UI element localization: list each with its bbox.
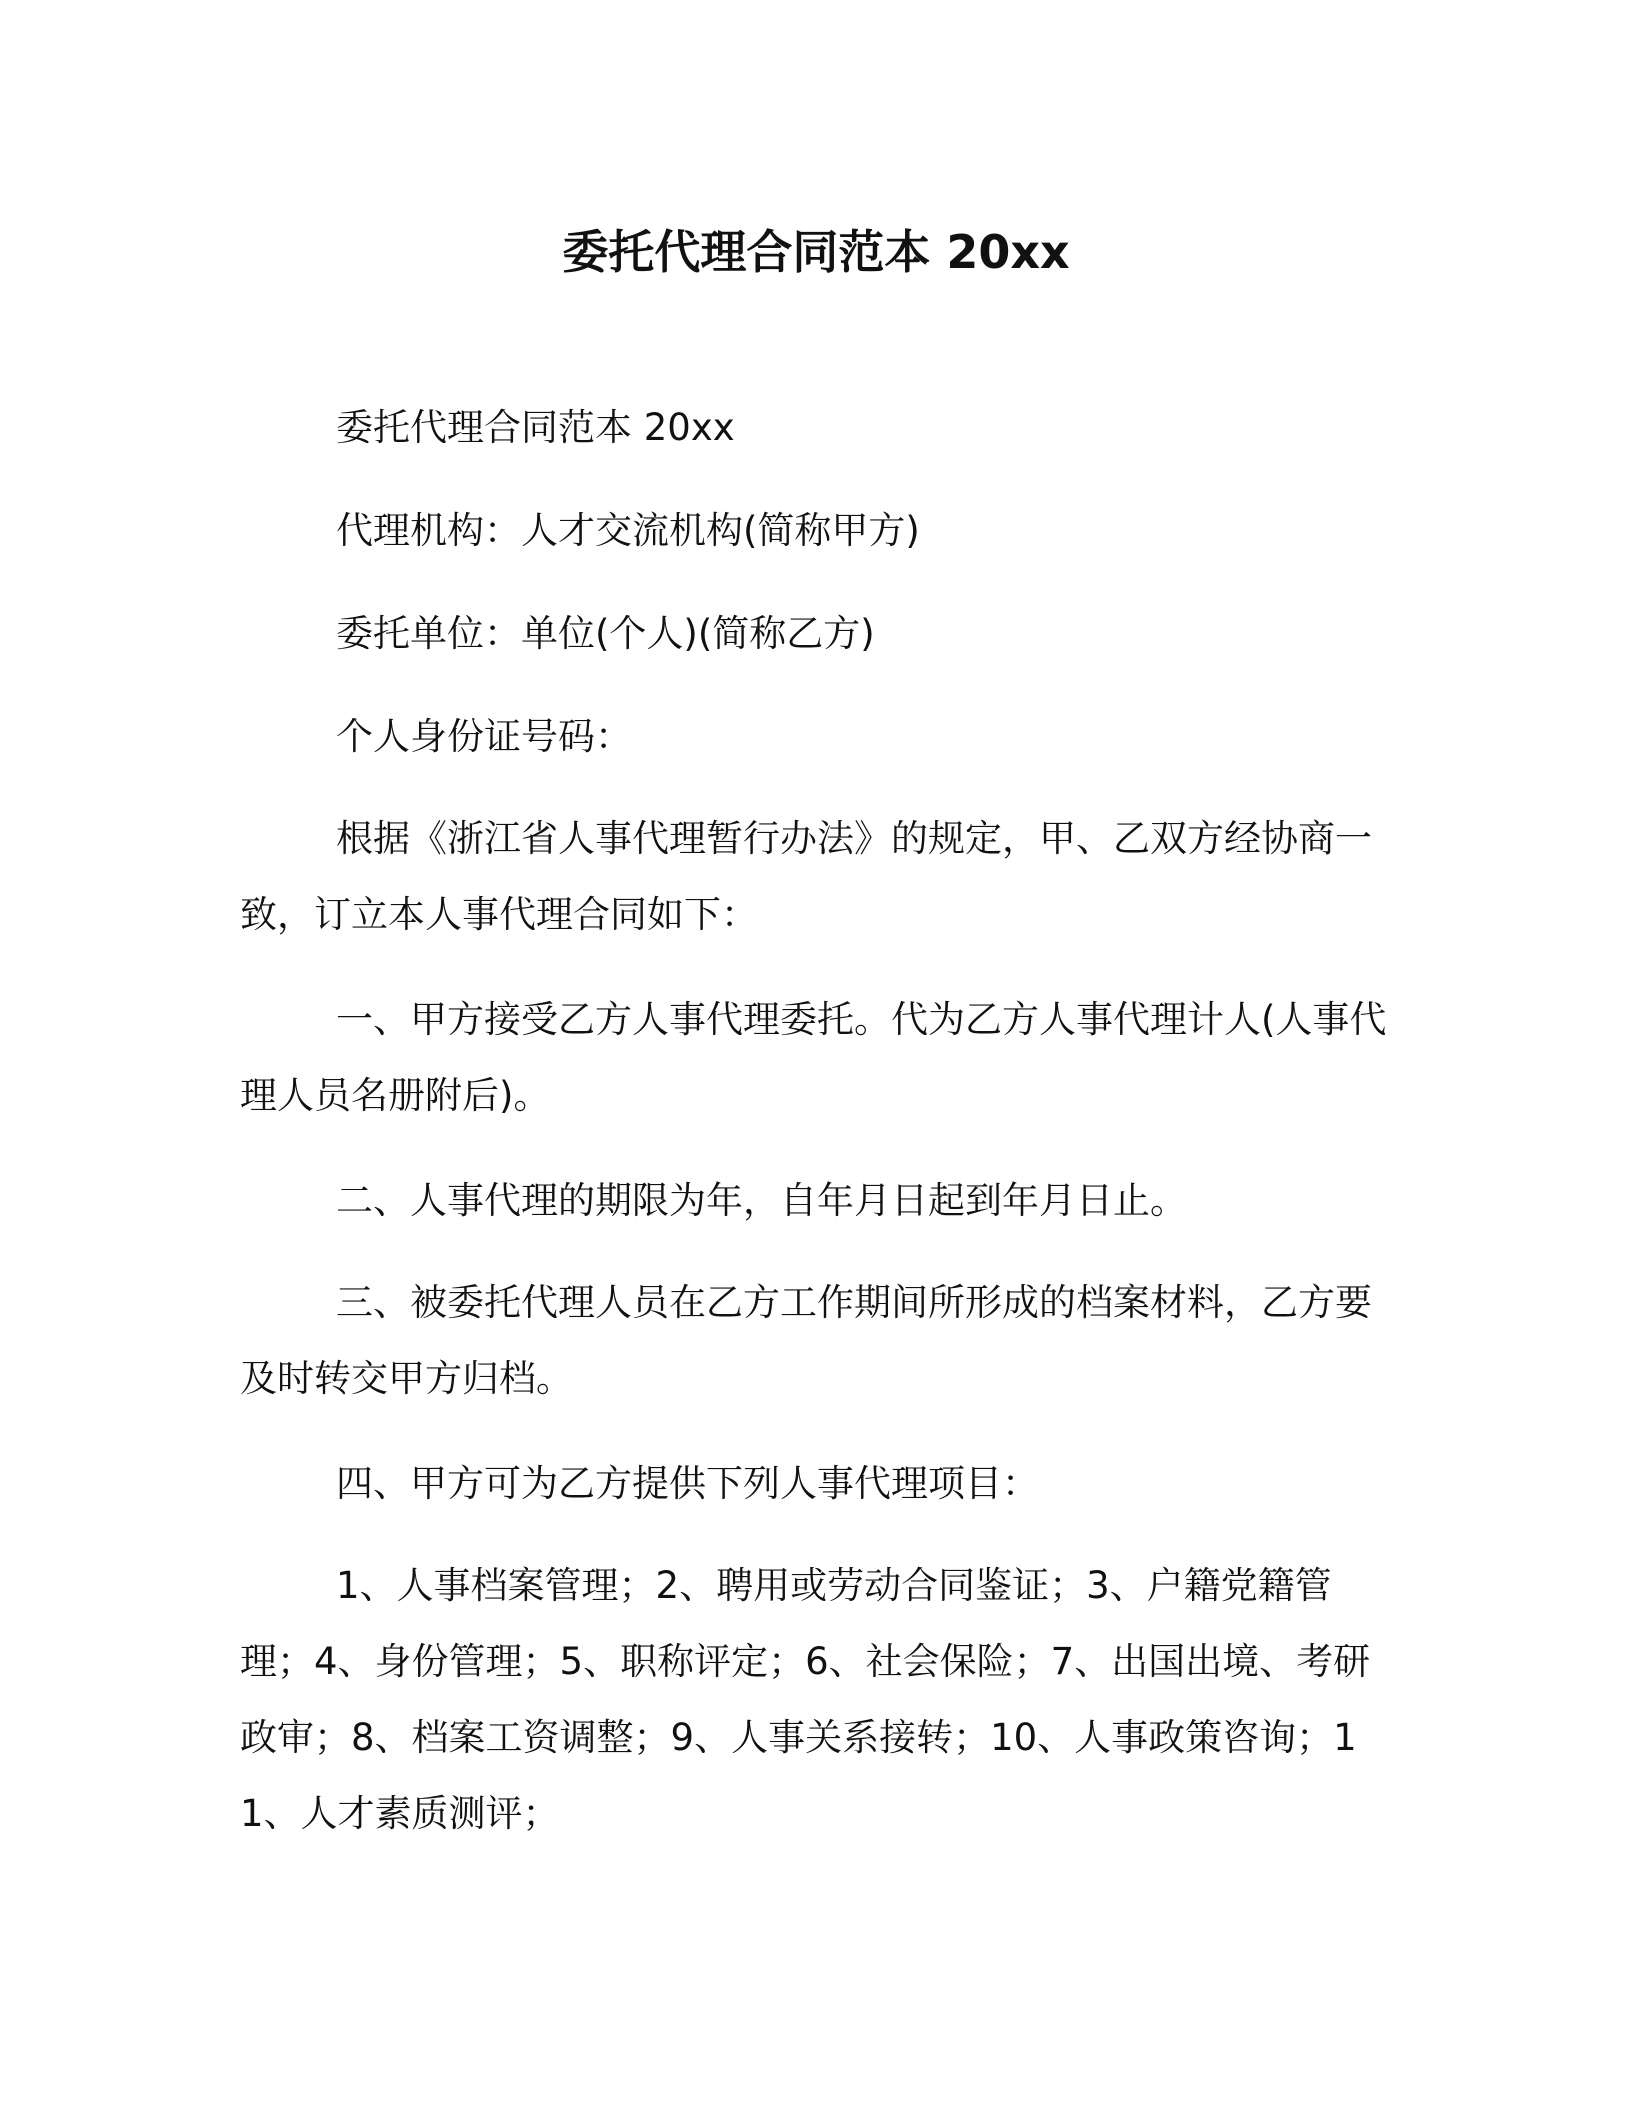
paragraph-service-list: 1、人事档案管理；2、聘用或劳动合同鉴证；3、户籍党籍管理；4、身份管理；5、职称评定；6、社会保险；7、出国出境、考研政审；8、档案工资调整；9、人事关系接转；10、人事政策咨询；11、人才素质测评； <box>240 1564 1371 1835</box>
document-title: 委托代理合同范本 20xx <box>562 225 1070 279</box>
paragraph-subtitle: 委托代理合同范本 20xx <box>336 406 735 449</box>
paragraph-clause-1: 一、甲方接受乙方人事代理委托。代为乙方人事代理计人(人事代理人员名册附后)。 <box>240 998 1387 1117</box>
paragraph-clause-3: 三、被委托代理人员在乙方工作期间所形成的档案材料，乙方要及时转交甲方归档。 <box>240 1281 1372 1400</box>
paragraph-clause-4: 四、甲方可为乙方提供下列人事代理项目： <box>336 1462 1039 1505</box>
paragraph-agency: 代理机构：人才交流机构(简称甲方) <box>336 509 920 552</box>
paragraph-client: 委托单位：单位(个人)(简称乙方) <box>336 612 875 655</box>
paragraph-preamble: 根据《浙江省人事代理暂行办法》的规定，甲、乙双方经协商一致，订立本人事代理合同如下： <box>240 817 1372 936</box>
paragraph-clause-2: 二、人事代理的期限为年，自年月日起到年月日止。 <box>336 1179 1187 1222</box>
paragraph-id-number: 个人身份证号码： <box>336 715 632 758</box>
